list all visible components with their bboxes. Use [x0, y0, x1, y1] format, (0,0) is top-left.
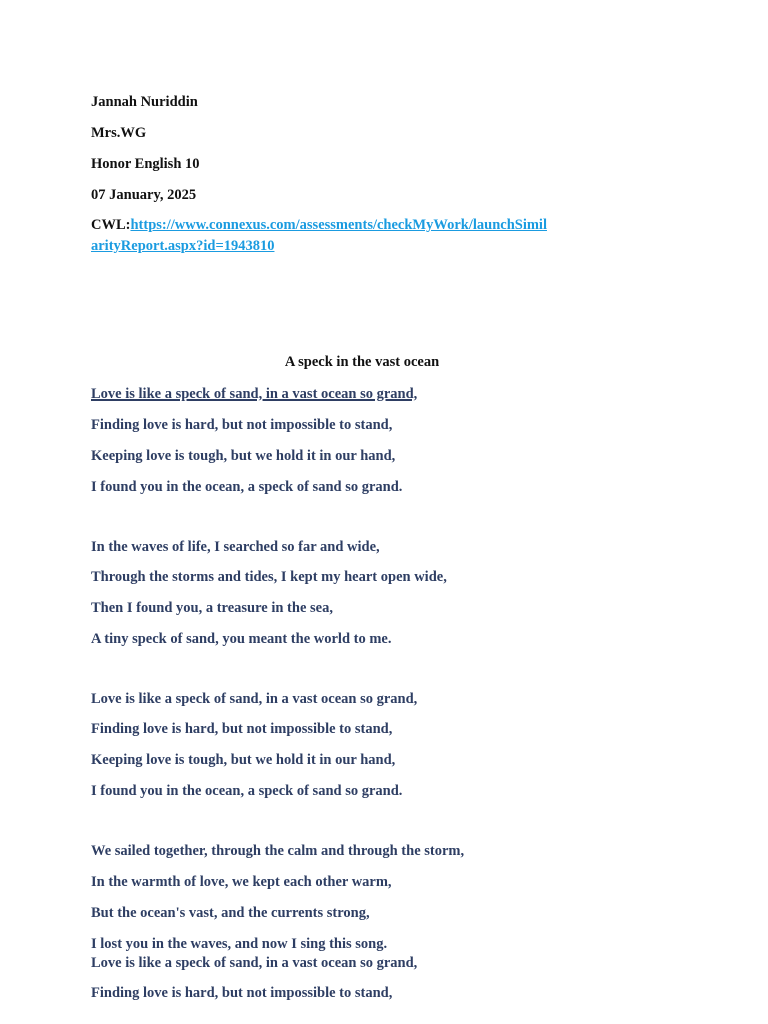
cwl-label: CWL:	[91, 217, 131, 233]
teacher-name: Mrs.WG	[91, 125, 147, 141]
cwl-line	[91, 216, 547, 234]
poem-line: Keeping love is tough, but we hold it in our hand,	[91, 448, 396, 464]
poem-line: Keeping love is tough, but we hold it in our hand,	[91, 752, 396, 768]
poem-line: Love is like a speck of sand, in a vast ocean so grand,	[91, 386, 418, 402]
cwl-link-part2[interactable]: arityReport.aspx?id=1943810	[91, 238, 275, 254]
poem-line: Finding love is hard, but not impossible to stand,	[91, 417, 393, 433]
author-name: Jannah Nuriddin	[91, 94, 198, 110]
poem-line: In the warmth of love, we kept each other warm,	[91, 874, 392, 890]
poem-line: Love is like a speck of sand, in a vast ocean so grand,	[91, 955, 418, 971]
course-name: Honor English 10	[91, 156, 200, 172]
poem-line: A tiny speck of sand, you meant the world to me.	[91, 631, 392, 647]
poem-line: We sailed together, through the calm and through the storm,	[91, 843, 465, 859]
poem-line: Through the storms and tides, I kept my heart open wide,	[91, 569, 447, 585]
poem-line: But the ocean's vast, and the currents strong,	[91, 905, 370, 921]
poem-title: A speck in the vast ocean	[284, 354, 440, 370]
poem-line: Finding love is hard, but not impossible to stand,	[91, 721, 393, 737]
poem-line: Then I found you, a treasure in the sea,	[91, 600, 333, 616]
cwl-link-part1[interactable]: https://www.connexus.com/assessments/checkMyWork/launchSimil	[130, 217, 547, 233]
poem-line: I lost you in the waves, and now I sing this song.	[91, 936, 388, 952]
poem-line: I found you in the ocean, a speck of sand so grand.	[91, 479, 403, 495]
poem-line: I found you in the ocean, a speck of sand so grand.	[91, 783, 403, 799]
poem-line: Love is like a speck of sand, in a vast ocean so grand,	[91, 691, 418, 707]
poem-line: Finding love is hard, but not impossible to stand,	[91, 985, 393, 1001]
poem-line: In the waves of life, I searched so far and wide,	[91, 539, 380, 555]
document-date: 07 January, 2025	[91, 187, 197, 203]
